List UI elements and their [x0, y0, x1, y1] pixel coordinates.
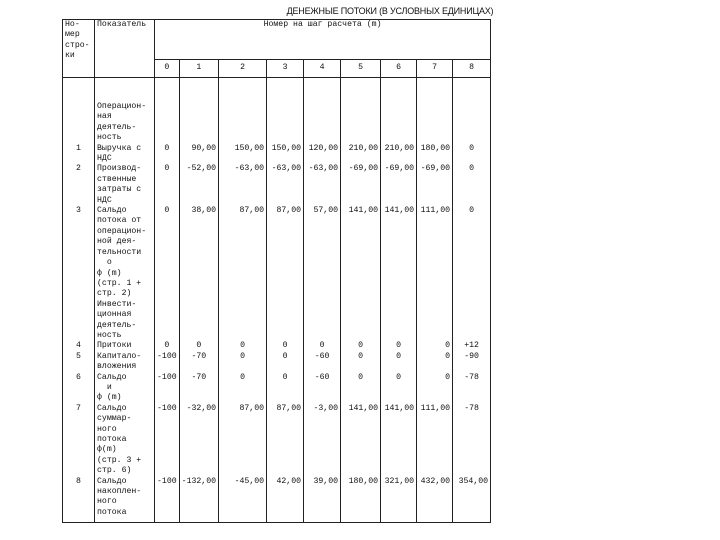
cell-value: 0 [219, 352, 267, 373]
table-row [63, 404, 491, 477]
cell-value: -100 [155, 352, 180, 373]
cell-value: 0 [381, 373, 417, 404]
cell-value: 0 [155, 164, 180, 206]
cell-value: 0 [155, 144, 180, 165]
cell-value: 0 [453, 206, 491, 300]
cell-value: -63,00 [267, 164, 304, 206]
step-number: 8 [453, 60, 491, 78]
step-number: 6 [381, 60, 417, 78]
step-number: 1 [179, 60, 218, 78]
row-number: 1 [63, 144, 95, 165]
table-row [63, 164, 491, 206]
cell-value: -32,00 [179, 404, 218, 477]
cell-value: 0 [219, 341, 267, 351]
cell-value: 87,00 [219, 206, 267, 300]
section-row [63, 78, 491, 144]
row-label: Сальдо накоплен- ного потока [95, 477, 155, 523]
cell-value: 0 [267, 341, 304, 351]
cell-value: 0 [381, 352, 417, 373]
table-row [63, 352, 491, 373]
cell-value: 150,00 [267, 144, 304, 165]
cell-value: 141,00 [341, 206, 381, 300]
table-title: ДЕНЕЖНЫЕ ПОТОКИ (В УСЛОВНЫХ ЕДИНИЦАХ) [286, 6, 494, 16]
row-label: Производ- ственные затраты с НДС [95, 164, 155, 206]
cell-value: 0 [381, 341, 417, 351]
cell-value: -90 [453, 352, 491, 373]
row-number: 4 [63, 341, 95, 351]
cell-value: 321,00 [381, 477, 417, 523]
step-number: 0 [155, 60, 180, 78]
row-number: 3 [63, 206, 95, 300]
row-number: 8 [63, 477, 95, 523]
cell-value: -45,00 [219, 477, 267, 523]
row-number-header: Но- мер стро- ки [63, 20, 95, 78]
step-number: 5 [341, 60, 381, 78]
cell-value: 0 [417, 341, 453, 351]
cell-value: 180,00 [341, 477, 381, 523]
section-label: Операцион- ная деятель- ность [95, 78, 155, 144]
cell-value: 141,00 [381, 206, 417, 300]
table-row [63, 373, 491, 404]
step-number: 3 [267, 60, 304, 78]
cash-flow-table [62, 19, 491, 523]
table-row [63, 144, 491, 165]
step-header: Номер на шаг расчета (m) [155, 20, 491, 60]
cell-value: 141,00 [381, 404, 417, 477]
step-number: 4 [304, 60, 341, 78]
cell-value: 0 [267, 352, 304, 373]
header-row [63, 20, 491, 60]
row-label: Сальдо суммар- ного потока ф(m) (стр. 3 + стр. 6) [95, 404, 155, 477]
cell-value: 0 [155, 206, 180, 300]
cell-value: 39,00 [304, 477, 341, 523]
cell-value: -100 [155, 404, 180, 477]
cell-value: -69,00 [341, 164, 381, 206]
cell-value: 0 [219, 373, 267, 404]
cell-value: 0 [304, 341, 341, 351]
cell-value: -52,00 [179, 164, 218, 206]
table-row [63, 341, 491, 351]
cell-value: 150,00 [219, 144, 267, 165]
cell-value: 0 [417, 373, 453, 404]
cell-value: -100 [155, 477, 180, 523]
table-row [63, 206, 491, 300]
cell-value: -60 [304, 373, 341, 404]
cell-value: 111,00 [417, 404, 453, 477]
cell-value: 0 [341, 373, 381, 404]
cell-value: 111,00 [417, 206, 453, 300]
cell-value: 0 [267, 373, 304, 404]
cell-value: 210,00 [341, 144, 381, 165]
cell-value: -63,00 [304, 164, 341, 206]
row-number: 6 [63, 373, 95, 404]
cell-value: -69,00 [417, 164, 453, 206]
cell-value: -78 [453, 404, 491, 477]
cell-value: 0 [341, 341, 381, 351]
cell-value: 90,00 [179, 144, 218, 165]
cell-value: -78 [453, 373, 491, 404]
cell-value: 210,00 [381, 144, 417, 165]
step-number: 7 [417, 60, 453, 78]
cell-value: 354,00 [453, 477, 491, 523]
row-number: 2 [63, 164, 95, 206]
cell-value: -69,00 [381, 164, 417, 206]
row-number: 5 [63, 352, 95, 373]
cell-value: +12 [453, 341, 491, 351]
cell-value: 38,00 [179, 206, 218, 300]
cell-value: -100 [155, 373, 180, 404]
cell-value: 141,00 [341, 404, 381, 477]
cell-value: 87,00 [267, 404, 304, 477]
section-row [63, 300, 491, 342]
row-label: Сальдо потока от операцион- ной дея- тельности о ф (m) (стр. 1 + стр. 2) [95, 206, 155, 300]
row-label: Сальдо и ф (m) [95, 373, 155, 404]
cell-value: -60 [304, 352, 341, 373]
cell-value: 42,00 [267, 477, 304, 523]
section-label: Инвести- ционная деятель- ность [95, 300, 155, 342]
cell-value: -63,00 [219, 164, 267, 206]
cell-value: 0 [453, 144, 491, 165]
cell-value: -132,00 [179, 477, 218, 523]
cell-value: -3,00 [304, 404, 341, 477]
row-label: Капитало- вложения [95, 352, 155, 373]
cell-value: 87,00 [219, 404, 267, 477]
cell-value: 57,00 [304, 206, 341, 300]
cell-value: -70 [179, 373, 218, 404]
cell-value: -70 [179, 352, 218, 373]
row-label: Выручка с НДС [95, 144, 155, 165]
indicator-header: Показатель [95, 20, 155, 78]
cell-value: 0 [179, 341, 218, 351]
cell-value: 0 [453, 164, 491, 206]
cell-value: 432,00 [417, 477, 453, 523]
step-number: 2 [219, 60, 267, 78]
cell-value: 0 [341, 352, 381, 373]
cell-value: 180,00 [417, 144, 453, 165]
cell-value: 0 [155, 341, 180, 351]
cell-value: 0 [417, 352, 453, 373]
table-row [63, 477, 491, 523]
row-number: 7 [63, 404, 95, 477]
cell-value: 87,00 [267, 206, 304, 300]
row-label: Притоки [95, 341, 155, 351]
cell-value: 120,00 [304, 144, 341, 165]
